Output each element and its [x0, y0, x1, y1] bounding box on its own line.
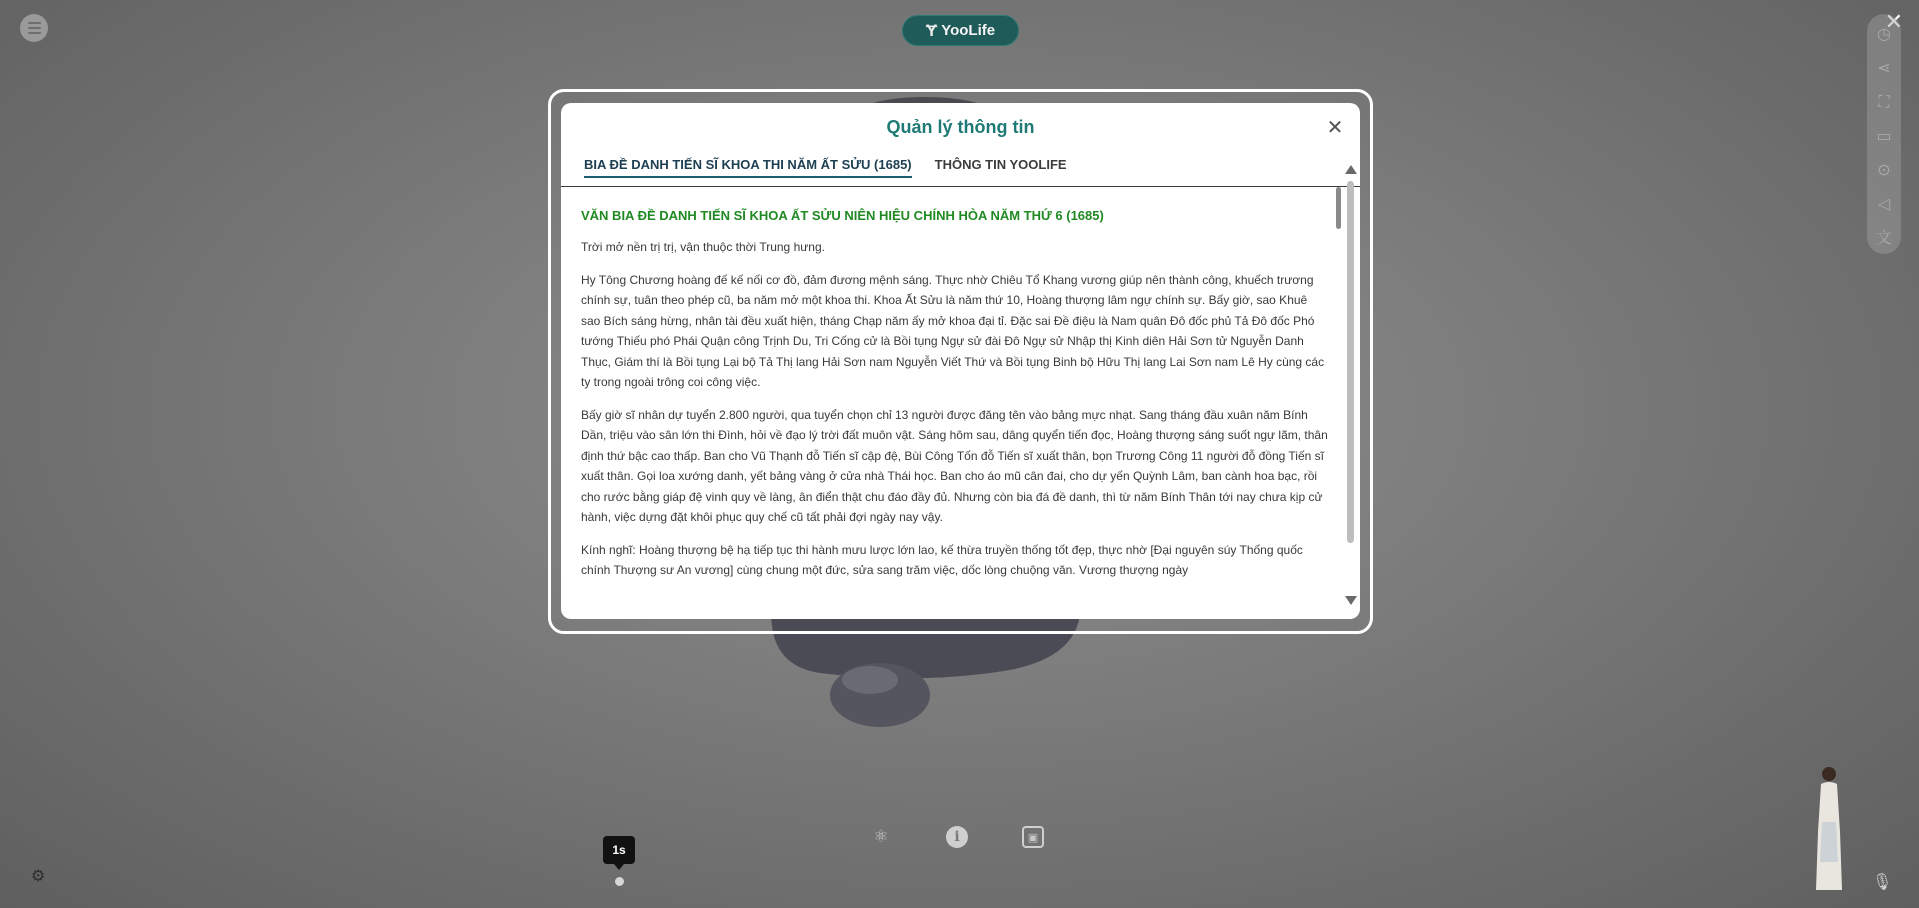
tab-divider: [561, 186, 1360, 187]
tab-stele-info[interactable]: BIA ĐỀ DANH TIẾN SĨ KHOA THI NĂM ẤT SỬU (1685): [584, 157, 912, 178]
hamburger-icon-line: [28, 32, 41, 34]
content-paragraph: Bấy giờ sĩ nhân dự tuyển 2.800 người, qua tuyển chọn chỉ 13 người được đăng tên vào bảng mực nhạt. Sang tháng đầu xuân năm Bính Dần, triệu vào sân lớn thi Đình, hỏi về đạo lý trời đất muôn vật. Sáng hôm sau, dâng quyển tiến đọc, Hoàng thượng sáng suốt ngự lãm, thân định thứ bậc cao thấp. Ban cho Vũ Thạnh đỗ Tiến sĩ cập đệ, Bùi Công Tốn đỗ Tiến sĩ xuất thân, bọn Trương Công 11 người đỗ đồng Tiến sĩ xuất thân. Gọi loa xướng danh, yết bảng vàng ở cửa nhà Thái học. Ban cho áo mũ cân đai, cho dự yến Quỳnh Lâm, ban cành hoa bạc, rồi cho rước bằng giáp đệ vinh quy về làng, ân điển thật chu đáo đầy đủ. Nhưng còn bia đá đề danh, thì từ năm Bính Thân tới nay chưa kịp cử hành, việc dựng đặt khôi phục quy chế cũ tất phải đợi ngày nay vậy.: [581, 407, 1328, 524]
right-toolbar: [1867, 14, 1901, 254]
microphone-icon[interactable]: 🎙: [1872, 874, 1893, 891]
modal-tabs: [584, 157, 1067, 178]
modal-content[interactable]: [581, 193, 1341, 619]
hamburger-icon-line: [28, 27, 41, 29]
bottom-toolbar: [870, 826, 1044, 848]
scroll-up-arrow-icon[interactable]: [1345, 165, 1357, 174]
timeline-handle[interactable]: [615, 877, 624, 886]
gallery-icon[interactable]: ▣: [1022, 826, 1044, 848]
yoolife-logo-icon: Ɏ: [925, 20, 938, 40]
atom-icon[interactable]: ⚛: [873, 827, 889, 846]
logo-text: YooLife: [941, 22, 996, 39]
translate-icon[interactable]: 文: [1875, 230, 1892, 247]
fullscreen-icon[interactable]: ⛶: [1878, 94, 1890, 111]
modal-title: Quản lý thông tin: [886, 117, 1035, 137]
yoolife-logo[interactable]: [902, 15, 1019, 46]
content-heading: VĂN BIA ĐỀ DANH TIẾN SĨ KHOA ẤT SỬU NIÊN HIỆU CHÍNH HÒA NĂM THỨ 6 (1685): [581, 208, 1104, 223]
share-icon[interactable]: ⋖: [1877, 60, 1891, 77]
tab-yoolife-info[interactable]: THÔNG TIN YOOLIFE: [934, 157, 1067, 172]
play-icon[interactable]: ⊙: [1877, 162, 1891, 179]
virtual-guide-avatar[interactable]: [1812, 762, 1846, 892]
modal-scrollbar-thumb[interactable]: [1347, 181, 1354, 543]
content-paragraph: Hy Tông Chương hoàng đế kế nối cơ đồ, đảm đương mệnh sáng. Thực nhờ Chiêu Tổ Khang vương giúp nên thành công, khuếch trương chính sự, tuân theo phép cũ, ba năm mở một khoa thi. Khoa Ất Sửu là năm thứ 10, Hoàng thượng lâm ngự chính sự. Bấy giờ, sao Khuê sao Bích sáng hừng, nhân tài đều xuất hiện, tháng Chạp năm ấy mở khoa đại tỉ. Đặc sai Đề điệu là Nam quân Đô đốc phủ Tả Đô đốc Phó tướng Thiếu phó Phái Quận công Trịnh Du, Tri Cống cử là Bồi tụng Ngự sử đài Đô Ngự sử Nhập thị Kinh diên Hải Sơn tử Nguyễn Danh Thục, Giám thí là Bồi tụng Lại bộ Tả Thị lang Hải Sơn nam Nguyễn Viết Thứ và Bồi tụng Binh bộ Hữu Thị lang Lai Sơn nam Lê Hy cùng các ty trong ngoài trông coi công việc.: [581, 272, 1325, 389]
gear-icon[interactable]: ⚙: [31, 868, 46, 885]
close-viewer-button[interactable]: ✕: [1884, 9, 1903, 34]
info-icon[interactable]: i: [946, 826, 968, 848]
video-icon[interactable]: ▭: [1876, 128, 1892, 145]
content-paragraph: Trời mở nền trị trị, vận thuộc thời Trung hưng.: [581, 240, 825, 254]
timeline-badge: 1s: [603, 836, 635, 864]
clock-icon[interactable]: ◷: [1877, 26, 1891, 43]
modal-scrollbar[interactable]: [1344, 165, 1356, 605]
hamburger-icon-line: [28, 22, 41, 24]
scroll-down-arrow-icon[interactable]: [1345, 596, 1357, 605]
menu-button[interactable]: [20, 14, 48, 42]
info-modal: [561, 103, 1360, 619]
content-scrollbar-thumb[interactable]: [1336, 187, 1341, 229]
content-paragraph: Kính nghĩ: Hoàng thượng bệ hạ tiếp tục thi hành mưu lược lớn lao, kế thừa truyền thống tốt đẹp, thực nhờ [Đại nguyên súy Thống quốc chính Thượng sư An vương] cùng chung một đức, sửa sang trăm việc, dốc lòng chuộng văn. Vương thượng ngày: [581, 542, 1303, 577]
volume-icon[interactable]: ◁: [1877, 196, 1891, 213]
modal-close-button[interactable]: ✕: [1326, 117, 1344, 139]
